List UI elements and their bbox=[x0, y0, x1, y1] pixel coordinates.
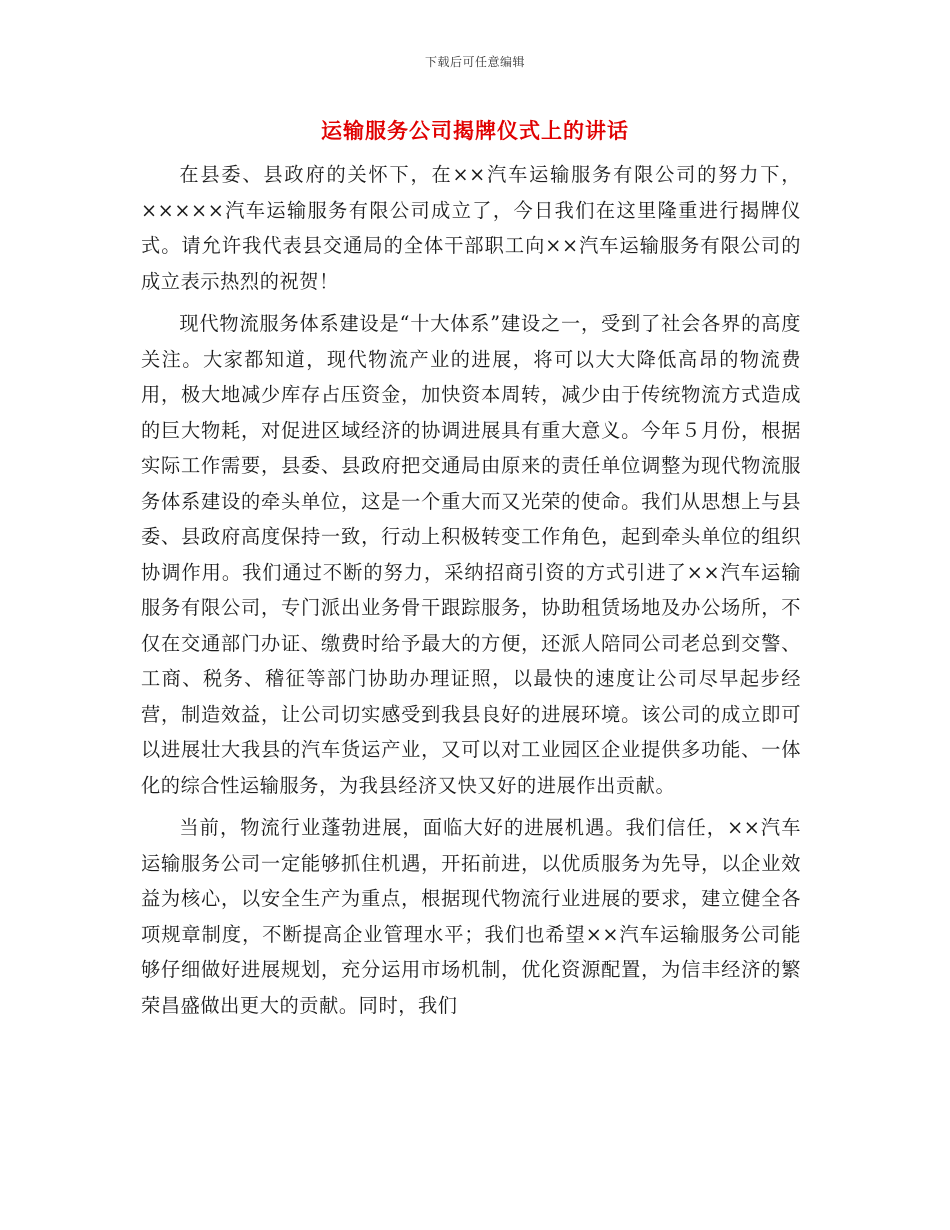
paragraph-3: 当前，物流行业蓬勃进展，面临大好的进展机遇。我们信任，××汽车运输服务公司一定能够抓住机遇，开拓前进，以优质服务为先导，以企业效益为核心，以安全生产为重点，根据现代物流行业进展的要求，建立健全各项规章制度，不断提高企业管理水平；我们也希望××汽车运输服务公司能够仔细做好进展规划，充分运用市场机制，优化资源配置，为信丰经济的繁荣昌盛做出更大的贡献。同时，我们 bbox=[141, 816, 801, 1017]
document-body bbox=[141, 157, 801, 1030]
paragraph-1: 在县委、县政府的关怀下，在××汽车运输服务有限公司的努力下，×××××汽车运输服务有限公司成立了，今日我们在这里隆重进行揭牌仪式。请允许我代表县交通局的全体干部职工向××汽车运输服务有限公司的成立表示热烈的祝贺！ bbox=[141, 163, 801, 293]
document-title: 运输服务公司揭牌仪式上的讲话 bbox=[321, 118, 629, 143]
paragraph-2: 现代物流服务体系建设是“十大体系”建设之一，受到了社会各界的高度关注。大家都知道，现代物流产业的进展，将可以大大降低高昂的物流费用，极大地减少库存占压资金，加快资本周转，减少由于传统物流方式造成的巨大物耗，对促进区域经济的协调进展具有重大意义。今年５月份，根据实际工作需要，县委、县政府把交通局由原来的责任单位调整为现代物流服务体系建设的牵头单位，这是一个重大而又光荣的使命。我们从思想上与县委、县政府高度保持一致，行动上积极转变工作角色，起到牵头单位的组织协调作用。我们通过不断的努力，采纳招商引资的方式引进了××汽车运输服务有限公司，专门派出业务骨干跟踪服务，协助租赁场地及办公场所，不仅在交通部门办证、缴费时给予最大的方便，还派人陪同公司老总到交警、工商、税务、稽征等部门协助办理证照，以最快的速度让公司尽早起步经营，制造效益，让公司切实感受到我县良好的进展环境。该公司的成立即可以进展壮大我县的汽车货运产业，又可以对工业园区企业提供多功能、一体化的综合性运输服务，为我县经济又快又好的进展作出贡献。 bbox=[141, 312, 801, 797]
header-note: 下载后可任意编辑 bbox=[424, 55, 525, 69]
